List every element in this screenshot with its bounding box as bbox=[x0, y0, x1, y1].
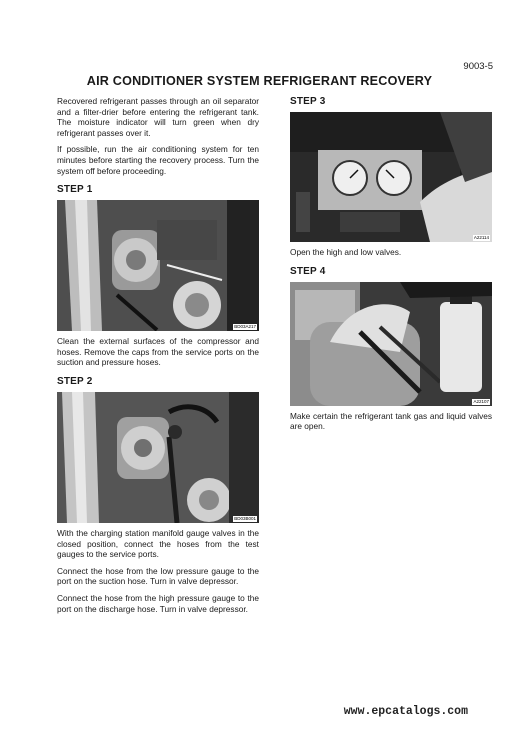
page-number: 9003-5 bbox=[463, 61, 493, 72]
step-1-text: Clean the external surfaces of the compressor and hoses. Remove the caps from the service ports on the suction and pressure hoses. bbox=[57, 336, 259, 368]
figure-ref-1: BD03A217 bbox=[234, 324, 256, 330]
charging-station-photo-image bbox=[290, 112, 492, 242]
intro-paragraph-1: Recovered refrigerant passes through an oil separator and a filter-drier before entering the refrigerant tank. The moisture indicator will turn green when dry refrigerant passes over it. bbox=[57, 96, 259, 138]
figure-ref-4: A22107 bbox=[473, 398, 489, 404]
step-2-text-2: Connect the hose from the low pressure gauge to the port on the suction hose. Turn in valve depressor. bbox=[57, 565, 259, 587]
step-3-photo bbox=[290, 112, 492, 242]
step-2-heading: STEP 2 bbox=[57, 375, 93, 387]
right-column bbox=[290, 96, 492, 438]
step-2-photo bbox=[57, 392, 259, 523]
step-1-heading: STEP 1 bbox=[57, 184, 93, 196]
refrigerant-tank-photo-image bbox=[290, 282, 492, 406]
intro-paragraph-2: If possible, run the air conditioning system for ten minutes before starting the recovery process. Turn the system off before proceeding. bbox=[57, 144, 259, 176]
page-title: AIR CONDITIONER SYSTEM REFRIGERANT RECOVERY bbox=[86, 74, 433, 88]
step-2-text-1: With the charging station manifold gauge valves in the closed position, connect the hoses from the test gauges to the service ports. bbox=[57, 527, 259, 560]
step-4-heading: STEP 4 bbox=[290, 265, 326, 277]
hose-connection-photo-image bbox=[57, 392, 259, 523]
step-3-heading: STEP 3 bbox=[290, 96, 326, 107]
step-4-text: Make certain the refrigerant tank gas and liquid valves are open. bbox=[290, 410, 492, 432]
step-4-photo bbox=[290, 282, 492, 406]
compressor-photo-image bbox=[57, 200, 259, 331]
step-3-text: Open the high and low valves. bbox=[290, 247, 402, 257]
step-2-text-3: Connect the hose from the high pressure gauge to the port on the discharge hose. Turn in valve depressor. bbox=[57, 592, 259, 614]
step-1-photo bbox=[57, 200, 259, 331]
left-column bbox=[57, 96, 259, 620]
footer-url[interactable]: www.epcatalogs.com bbox=[343, 705, 468, 718]
figure-ref-2: BD03B001 bbox=[234, 515, 256, 521]
figure-ref-3: A22114 bbox=[473, 235, 489, 240]
